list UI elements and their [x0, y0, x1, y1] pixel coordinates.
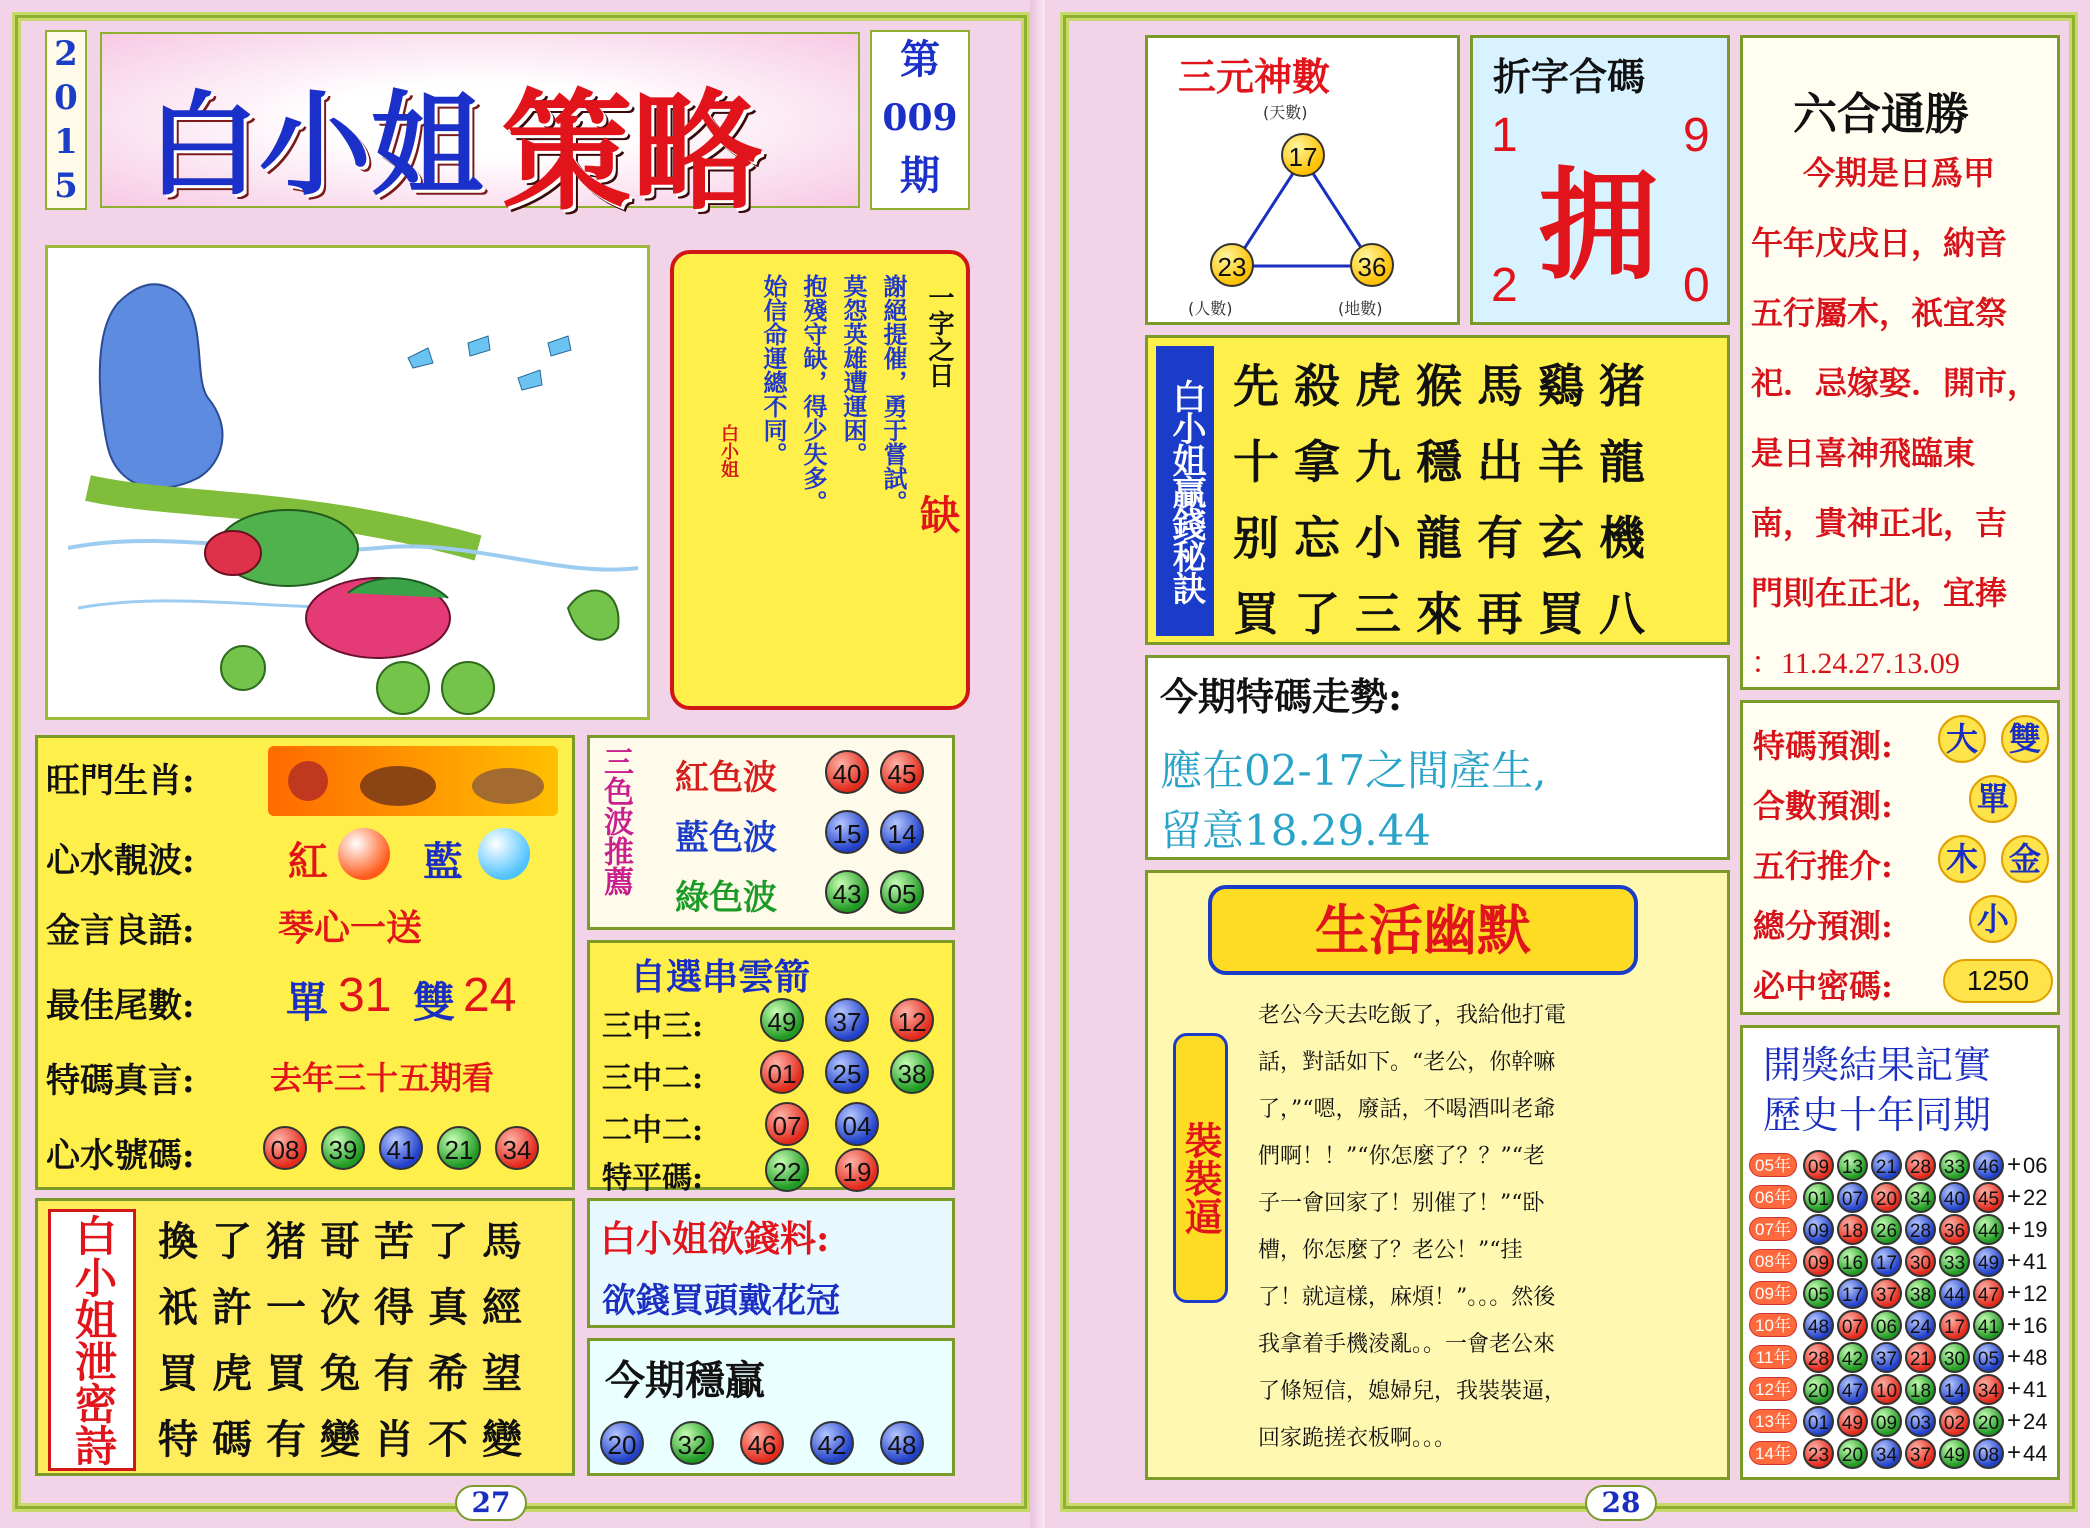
tail-label: 最佳尾數:	[46, 986, 195, 1026]
history-plus: +	[2007, 1439, 2022, 1466]
wave-label: 心水靚波:	[46, 841, 195, 881]
steady-ball: 46	[740, 1421, 784, 1465]
tail-double-label: 雙	[413, 978, 456, 1027]
self-pick-ball: 04	[835, 1102, 879, 1146]
history-ball: 47	[1837, 1374, 1868, 1405]
sanyuan-top-label: (天數)	[1263, 103, 1308, 122]
forecast-label: 必中密碼:	[1753, 967, 1893, 1005]
wave-blue-label: 藍	[423, 838, 463, 885]
history-ball: 49	[1837, 1406, 1868, 1437]
fortune-scroll	[670, 250, 970, 710]
history-ball: 30	[1905, 1246, 1936, 1277]
forecast-label: 總分預測:	[1753, 907, 1893, 945]
history-ball: 40	[1939, 1182, 1970, 1213]
history-year: 06年	[1749, 1185, 1797, 1209]
green-wave-label: 綠色波	[675, 878, 777, 918]
trend-line: 留意18.29.44	[1160, 806, 1432, 855]
page-number: 28	[1585, 1485, 1657, 1521]
steady-title: 今期穩贏	[605, 1357, 765, 1404]
sanyuan-left-ball: 23	[1210, 243, 1254, 287]
title-part-a: 白小姐	[147, 80, 483, 211]
history-plus: +	[2007, 1311, 2022, 1338]
money-title: 白小姐欲錢料:	[600, 1218, 830, 1260]
history-ball: 34	[1871, 1438, 1902, 1469]
history-ball: 03	[1905, 1406, 1936, 1437]
history-ball: 09	[1803, 1150, 1834, 1181]
history-ball: 10	[1871, 1374, 1902, 1405]
poem-line: 祇許一次得真經	[158, 1284, 536, 1331]
humor-title: 生活幽默	[1208, 885, 1638, 975]
history-special: 16	[2023, 1313, 2048, 1338]
history-plus: +	[2007, 1247, 2022, 1274]
liuhe-box	[1740, 35, 2060, 690]
history-ball: 08	[1973, 1438, 2004, 1469]
history-ball: 47	[1973, 1278, 2004, 1309]
trend-box	[1145, 655, 1730, 860]
humor-line: 了，”“嗯，廢話，不喝酒叫老爺	[1258, 1097, 1556, 1122]
humor-line: 槽，你怎麼了？老公！”“挂	[1258, 1238, 1523, 1263]
forecast-value: 金	[2001, 835, 2049, 883]
mandarin-duck-illustration	[45, 245, 650, 720]
green-wave-ball: 43	[825, 870, 869, 914]
self-pick-ball: 22	[765, 1148, 809, 1192]
three-color-wave-box	[587, 735, 955, 930]
history-ball: 02	[1939, 1406, 1970, 1437]
history-ball: 20	[1803, 1374, 1834, 1405]
wave-red-label: 紅	[288, 838, 328, 885]
split-digit-tr: 9	[1683, 109, 1710, 162]
self-pick-ball: 07	[765, 1102, 809, 1146]
red-wave-label: 紅色波	[675, 758, 777, 798]
self-pick-box	[587, 940, 955, 1196]
forecast-label: 特碼預測:	[1753, 727, 1893, 765]
history-ball: 09	[1803, 1214, 1834, 1245]
forecast-value: 木	[1938, 835, 1986, 883]
history-special: 41	[2023, 1249, 2048, 1274]
sanyuan-right-label: (地數)	[1338, 299, 1383, 318]
steady-ball: 20	[600, 1421, 644, 1465]
year-digit: 1	[54, 122, 78, 162]
year-badge	[45, 30, 87, 210]
history-ball: 49	[1939, 1438, 1970, 1469]
scroll-line: 謝絕提催，勇于嘗試。	[879, 274, 908, 514]
history-ball: 18	[1837, 1214, 1868, 1245]
history-ball: 16	[1837, 1246, 1868, 1277]
special-value: 去年三十五期看	[270, 1059, 495, 1097]
history-ball: 09	[1871, 1406, 1902, 1437]
history-ball: 20	[1871, 1182, 1902, 1213]
scroll-line: 始信命運總不同。	[759, 274, 788, 466]
humor-side-title: 裝裝逼	[1173, 1033, 1228, 1303]
issue-number: 009	[882, 97, 958, 139]
split-char-box	[1470, 35, 1730, 325]
history-year: 09年	[1749, 1281, 1797, 1305]
history-ball: 42	[1837, 1342, 1868, 1373]
history-plus: +	[2007, 1215, 2022, 1242]
humor-line: 我拿着手機淩亂。。一會老公來	[1258, 1332, 1556, 1357]
humor-line: 了條短信，媳婦兒，我裝裝逼，	[1258, 1379, 1567, 1404]
steady-ball: 48	[880, 1421, 924, 1465]
forecast-label: 合數預測:	[1753, 787, 1893, 825]
scroll-signature: 白小姐	[718, 424, 739, 478]
self-pick-ball: 25	[825, 1050, 869, 1094]
history-ball: 05	[1973, 1342, 2004, 1373]
history-ball: 21	[1905, 1342, 1936, 1373]
year-digit: 5	[54, 166, 78, 206]
history-special: 44	[2023, 1441, 2048, 1466]
blue-wave-label: 藍色波	[675, 818, 777, 858]
history-ball: 48	[1803, 1310, 1834, 1341]
history-plus: +	[2007, 1279, 2022, 1306]
history-ball: 01	[1803, 1182, 1834, 1213]
secret-line: 十拿九穩出羊龍	[1233, 435, 1660, 489]
history-ball: 07	[1837, 1310, 1868, 1341]
zodiac-animals-image	[268, 746, 558, 816]
tail-double-number: 24	[463, 969, 517, 1022]
history-special: 06	[2023, 1153, 2048, 1178]
history-ball: 37	[1871, 1342, 1902, 1373]
history-ball: 30	[1939, 1342, 1970, 1373]
history-ball: 37	[1871, 1278, 1902, 1309]
secret-box	[1145, 335, 1730, 645]
numbers-label: 心水號碼:	[46, 1136, 195, 1176]
special-label: 特碼真言:	[46, 1061, 195, 1101]
history-special: 24	[2023, 1409, 2048, 1434]
history-ball: 17	[1871, 1246, 1902, 1277]
red-wave-ball	[338, 828, 390, 880]
split-digit-tl: 1	[1491, 109, 1518, 162]
history-ball: 14	[1939, 1374, 1970, 1405]
blue-wave-ball: 14	[880, 810, 924, 854]
self-pick-row-label: 三中二:	[602, 1061, 704, 1096]
issue-prefix: 第	[900, 36, 940, 83]
sanyuan-triangle	[1148, 38, 1463, 328]
history-ball: 26	[1871, 1214, 1902, 1245]
liuhe-line: 五行屬木，祇宜祭	[1751, 294, 2008, 332]
three-color-heading: 三色波推薦	[598, 746, 633, 896]
history-ball: 13	[1837, 1150, 1868, 1181]
scroll-line: 抱殘守缺，得少失多。	[799, 274, 828, 514]
self-pick-ball: 01	[760, 1050, 804, 1094]
history-ball: 34	[1905, 1182, 1936, 1213]
history-year: 08年	[1749, 1249, 1797, 1273]
self-pick-ball: 38	[890, 1050, 934, 1094]
self-pick-row-label: 三中三:	[602, 1009, 704, 1044]
self-pick-row-label: 特平碼:	[602, 1161, 704, 1196]
history-ball: 20	[1973, 1406, 2004, 1437]
liuhe-title: 六合通勝	[1793, 89, 1969, 140]
liuhe-line: 午年戊戌日，納音	[1751, 224, 2008, 262]
sanyuan-box	[1145, 35, 1460, 325]
secret-line: 先殺虎猴馬鷄猪	[1233, 359, 1660, 413]
history-ball: 28	[1905, 1150, 1936, 1181]
split-digit-br: 0	[1683, 259, 1710, 312]
humor-line: 回家跪搓衣板啊。。。	[1258, 1426, 1457, 1451]
liuhe-line: 南，貴神正北，吉	[1751, 504, 2008, 542]
history-table	[1749, 1153, 2054, 1473]
scroll-line: 莫怨英雄遭運困。	[839, 274, 868, 466]
forecast-value: 單	[1969, 775, 2017, 823]
history-ball: 33	[1939, 1150, 1970, 1181]
history-year: 14年	[1749, 1441, 1797, 1465]
page-number: 27	[455, 1485, 527, 1521]
trend-line: 應在02-17之間產生,	[1160, 746, 1547, 795]
history-ball: 46	[1973, 1150, 2004, 1181]
history-year: 10年	[1749, 1313, 1797, 1337]
red-wave-ball: 40	[825, 750, 869, 794]
history-title: 開獎結果記實	[1763, 1043, 1992, 1087]
history-ball: 21	[1871, 1150, 1902, 1181]
history-ball: 45	[1973, 1182, 2004, 1213]
humor-box	[1145, 870, 1730, 1480]
forecast-code: 1250	[1943, 959, 2053, 1003]
self-pick-ball: 12	[890, 998, 934, 1042]
self-pick-title: 自選串雲箭	[630, 956, 811, 998]
secret-title: 白小姐贏錢秘訣	[1156, 346, 1214, 636]
right-page	[1045, 0, 2090, 1528]
history-ball: 28	[1803, 1342, 1834, 1373]
scroll-heading: 一字之日	[924, 284, 954, 388]
history-plus: +	[2007, 1343, 2022, 1370]
quote-label: 金言良語:	[46, 911, 195, 951]
steady-ball: 32	[670, 1421, 714, 1465]
number-ball: 41	[379, 1126, 423, 1170]
history-ball: 20	[1837, 1438, 1868, 1469]
history-year: 07年	[1749, 1217, 1797, 1241]
history-plus: +	[2007, 1151, 2022, 1178]
secret-poem-box	[35, 1198, 575, 1476]
humor-line: 子一會回家了！别催了！”“卧	[1258, 1191, 1545, 1216]
scroll-key-char: 缺	[920, 492, 960, 539]
sanyuan-left-label: (人數)	[1188, 299, 1233, 318]
info-panel	[35, 735, 575, 1190]
history-ball: 28	[1905, 1214, 1936, 1245]
secret-line: 買了三來再買八	[1233, 587, 1660, 641]
history-year: 05年	[1749, 1153, 1797, 1177]
green-wave-ball: 05	[880, 870, 924, 914]
history-special: 48	[2023, 1345, 2048, 1370]
self-pick-row-label: 二中二:	[602, 1113, 704, 1148]
history-plus: +	[2007, 1407, 2022, 1434]
history-ball: 18	[1905, 1374, 1936, 1405]
trend-title: 今期特碼走勢:	[1160, 674, 1403, 719]
history-special: 12	[2023, 1281, 2048, 1306]
number-ball: 39	[321, 1126, 365, 1170]
year-digit: 0	[54, 78, 78, 118]
split-char: 拥	[1538, 155, 1658, 296]
history-special: 19	[2023, 1217, 2048, 1242]
forecast-value: 小	[1969, 895, 2017, 943]
poem-line: 特碼有變肖不變	[158, 1416, 536, 1463]
quote-value: 琴心一送	[278, 907, 423, 949]
forecast-label: 五行推介:	[1753, 847, 1893, 885]
blue-wave-ball: 15	[825, 810, 869, 854]
title-banner	[100, 32, 860, 228]
humor-line: 話，對話如下。“老公，你幹嘛	[1258, 1050, 1556, 1075]
liuhe-line: 今期是日爲甲	[1803, 154, 1996, 192]
number-ball: 34	[495, 1126, 539, 1170]
sanyuan-right-ball: 36	[1350, 243, 1394, 287]
sanyuan-top-ball: 17	[1281, 133, 1325, 177]
split-char-title: 折字合碼	[1493, 54, 1646, 99]
humor-line: 們啊！！”“你怎麼了？？”“老	[1258, 1144, 1545, 1169]
history-ball: 01	[1803, 1406, 1834, 1437]
red-wave-ball: 45	[880, 750, 924, 794]
history-ball: 38	[1905, 1278, 1936, 1309]
year-digit: 2	[54, 34, 78, 74]
steady-box	[587, 1338, 955, 1476]
history-ball: 17	[1837, 1278, 1868, 1309]
tail-single-number: 31	[338, 969, 392, 1022]
self-pick-ball: 37	[825, 998, 869, 1042]
issue-suffix: 期	[900, 152, 940, 199]
liuhe-line: 祀．忌嫁娶．開市，	[1751, 364, 2040, 402]
history-special: 41	[2023, 1377, 2048, 1402]
history-special: 22	[2023, 1185, 2048, 1210]
history-ball: 09	[1803, 1246, 1834, 1277]
sanyuan-title: 三元神數	[1178, 54, 1331, 99]
history-ball: 34	[1973, 1374, 2004, 1405]
history-ball: 41	[1973, 1310, 2004, 1341]
number-ball: 08	[263, 1126, 307, 1170]
title-part-b: 策略	[502, 75, 763, 228]
poem-line: 換了猪哥苦了馬	[158, 1218, 536, 1265]
humor-line: 了！就這樣，麻煩！”。。。然後	[1258, 1285, 1556, 1310]
history-ball: 07	[1837, 1182, 1868, 1213]
history-year: 11年	[1749, 1345, 1797, 1369]
self-pick-ball: 49	[760, 998, 804, 1042]
history-subtitle: 歷史十年同期	[1763, 1093, 1992, 1137]
forecast-value: 大	[1938, 715, 1986, 763]
split-digit-bl: 2	[1491, 259, 1518, 312]
money-text: 欲錢買頭戴花冠	[602, 1281, 840, 1321]
history-ball: 44	[1973, 1214, 2004, 1245]
liuhe-line: 是日喜神飛臨東	[1751, 434, 1976, 472]
history-ball: 05	[1803, 1278, 1834, 1309]
history-ball: 36	[1939, 1214, 1970, 1245]
history-ball: 23	[1803, 1438, 1834, 1469]
tail-single-label: 單	[286, 978, 329, 1027]
history-plus: +	[2007, 1375, 2022, 1402]
self-pick-ball: 19	[835, 1148, 879, 1192]
forecast-box	[1740, 700, 2060, 1015]
history-ball: 17	[1939, 1310, 1970, 1341]
history-year: 12年	[1749, 1377, 1797, 1401]
blue-wave-ball	[478, 828, 530, 880]
history-box	[1740, 1025, 2060, 1480]
liuhe-line: ：11.24.27.13.09	[1751, 647, 1960, 680]
history-plus: +	[2007, 1183, 2022, 1210]
history-year: 13年	[1749, 1409, 1797, 1433]
issue-badge	[870, 30, 970, 210]
poem-line: 買虎買兔有希望	[158, 1350, 536, 1397]
history-ball: 37	[1905, 1438, 1936, 1469]
history-ball: 44	[1939, 1278, 1970, 1309]
secret-line: 别忘小龍有玄機	[1233, 511, 1660, 565]
humor-line: 老公今天去吃飯了，我給他打電	[1258, 1003, 1567, 1028]
history-ball: 49	[1973, 1246, 2004, 1277]
liuhe-line: 門則在正北，宜捧	[1751, 574, 2008, 612]
history-ball: 06	[1871, 1310, 1902, 1341]
lucky-zodiac-label: 旺門生肖:	[46, 761, 195, 801]
steady-ball: 42	[810, 1421, 854, 1465]
number-ball: 21	[437, 1126, 481, 1170]
history-ball: 24	[1905, 1310, 1936, 1341]
poem-title: 白小姐泄密詩	[48, 1209, 136, 1471]
money-box	[587, 1198, 955, 1328]
history-ball: 33	[1939, 1246, 1970, 1277]
forecast-value: 雙	[2001, 715, 2049, 763]
